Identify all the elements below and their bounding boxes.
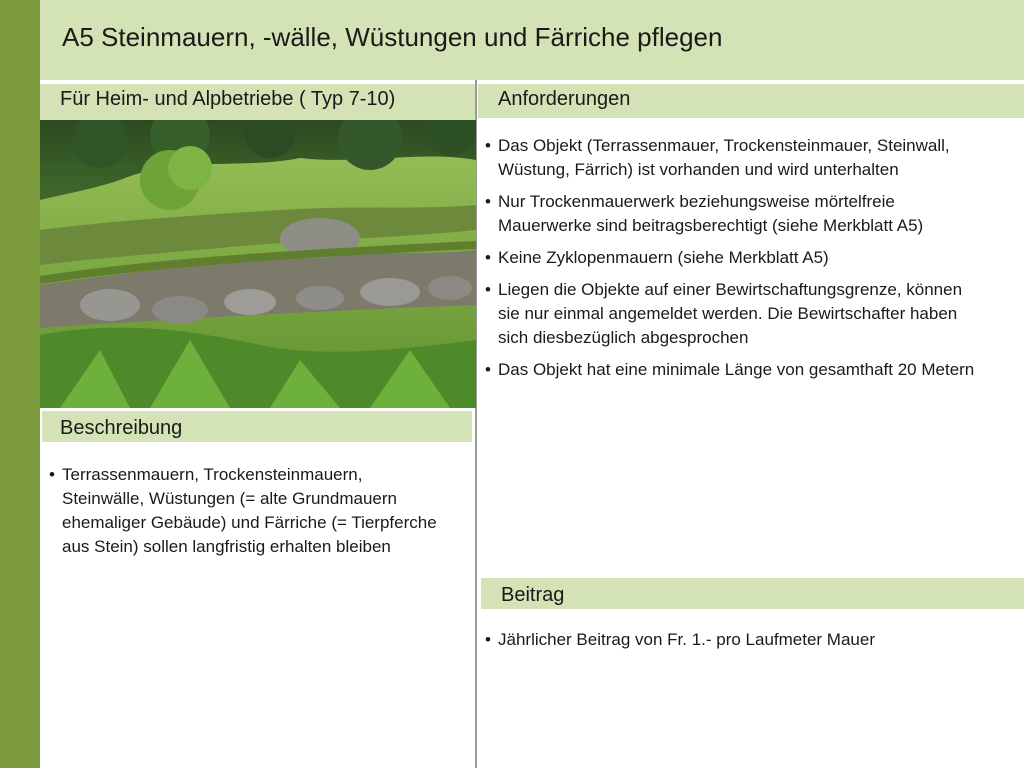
list-item: • Terrassenmauern, Trockensteinmauern, Steinwälle, Wüstungen (= alte Grundmauern ehemaliger Gebäude) und Färriche (= Tierpferche aus Stein) sollen langfristig erhalten bleiben <box>49 463 449 559</box>
list-item: • Jährlicher Beitrag von Fr. 1.- pro Laufmeter Mauer <box>485 628 985 652</box>
anforderungen-list <box>485 134 985 390</box>
list-item: • Das Objekt (Terrassenmauer, Trockensteinmauer, Steinwall, Wüstung, Färrich) ist vorhanden und wird unterhalten <box>485 134 985 182</box>
beschreibung-heading: Beschreibung <box>42 411 472 442</box>
photo-section-heading: Für Heim- und Alpbetriebe ( Typ 7-10) <box>40 84 476 120</box>
left-accent-bar <box>0 0 40 768</box>
list-item: • Nur Trockenmauerwerk beziehungsweise mörtelfreie Mauerwerke sind beitragsberechtigt (siehe Merkblatt A5) <box>485 190 985 238</box>
beschreibung-list <box>49 463 449 567</box>
list-item: • Das Objekt hat eine minimale Länge von gesamthaft 20 Metern <box>485 358 985 382</box>
list-item: • Keine Zyklopenmauern (siehe Merkblatt A5) <box>485 246 985 270</box>
list-item: • Liegen die Objekte auf einer Bewirtschaftungsgrenze, können sie nur einmal angemeldet werden. Die Bewirtschafter haben sich diesbezüglich abgesprochen <box>485 278 985 350</box>
slide-title: A5 Steinmauern, -wälle, Wüstungen und Färriche pflegen <box>62 22 723 52</box>
stone-wall-photo <box>40 120 476 408</box>
anforderungen-heading: Anforderungen <box>478 84 1024 118</box>
beitrag-heading: Beitrag <box>481 578 1024 609</box>
beitrag-list <box>485 628 985 660</box>
